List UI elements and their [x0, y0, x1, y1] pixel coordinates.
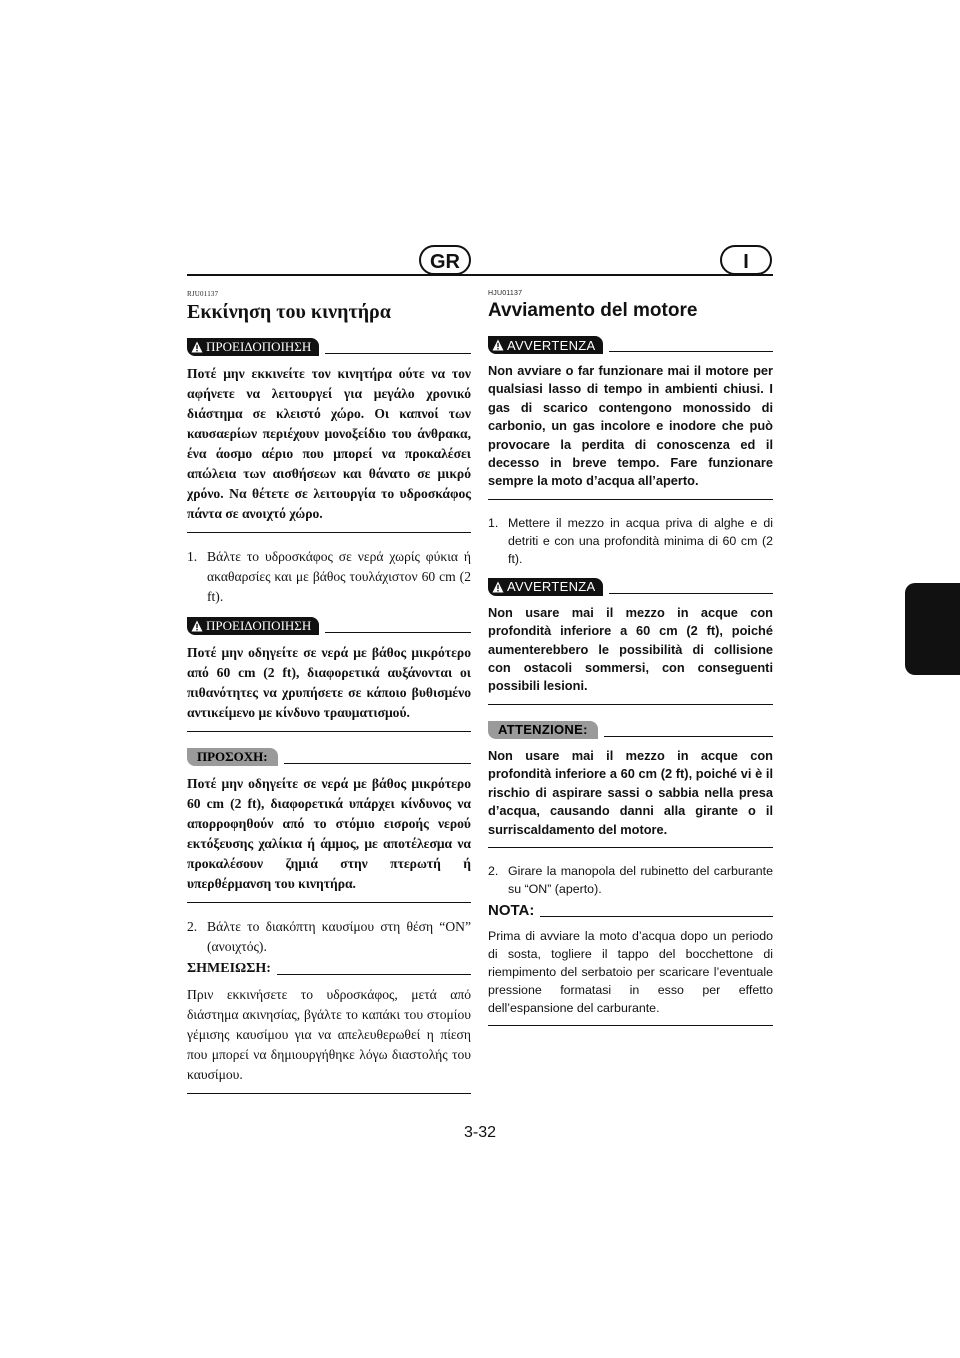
- warning-label: [488, 578, 603, 596]
- step-text: Βάλτε το διακόπτη καυσίμου στη θέση “ON” (ανοιχτός).: [207, 919, 471, 954]
- warning-label: [187, 617, 319, 635]
- section-title: Avviamento del motore: [488, 300, 698, 321]
- warning-end-rule: [187, 532, 471, 533]
- section-code: RJU01137: [187, 290, 219, 298]
- caution-label: ATTENZIONE:: [488, 721, 598, 739]
- step-number: 2.: [488, 863, 499, 878]
- warning-header: [187, 617, 471, 635]
- caution-header: [488, 721, 773, 739]
- step-number: 1.: [488, 515, 499, 530]
- language-code-it: I: [743, 251, 749, 273]
- warning-triangle-icon: [191, 341, 203, 353]
- warning-label-text: AVVERTENZA: [507, 579, 596, 595]
- note-end-rule: [488, 1025, 773, 1026]
- caution-label: ΠΡΟΣΟΧΗ:: [187, 748, 278, 766]
- italian-column: [488, 290, 773, 1026]
- step-item: [187, 547, 471, 607]
- warning-label-text: ΠΡΟΕΙΔΟΠΟΙΗΣΗ: [206, 618, 312, 633]
- language-badge-it: [720, 245, 772, 275]
- section-title: Εκκίνηση του κινητήρα: [187, 301, 391, 323]
- caution-text: Ποτέ μην οδηγείτε σε νερά με βάθος μικρότερο 60 cm (2 ft), διαφορετικά υπάρχει κίνδυνος να απορροφηθούν από το στόμιο εισροής νερού εκτόξευσης χαλίκια ή άμμος, με αποτέλεσμα να προκαλέσουν ζημιά στην πτερωτή ή υπερθέρμανση του κινητήρα.: [187, 776, 471, 891]
- warning-triangle-icon: [492, 581, 504, 593]
- greek-column: [187, 290, 471, 1094]
- note-label: NOTA:: [488, 901, 535, 919]
- language-code-gr: GR: [430, 251, 460, 273]
- note-label: ΣΗΜΕΙΩΣΗ:: [187, 961, 271, 976]
- warning-label-text: AVVERTENZA: [507, 337, 596, 353]
- warning-header: [488, 578, 773, 596]
- header-rule: [187, 274, 773, 276]
- warning-label: [488, 336, 603, 354]
- warning-text: Non avviare o far funzionare mai il motore per qualsiasi lasso di tempo in ambienti chiusi. I gas di scarico contengono monossido di carbonio, un gas incolore e inodore che può provocare la perdita di conoscenza ed il decesso in breve tempo. Fare funzionare sempre la moto d’acqua all’aperto.: [488, 363, 773, 489]
- caution-header: [187, 748, 471, 766]
- step-text: Mettere il mezzo in acqua priva di alghe e di detriti e con una profondità minima di 60 cm (2 ft).: [508, 515, 773, 566]
- chapter-tab: [905, 583, 960, 675]
- warning-text: Ποτέ μην οδηγείτε σε νερά με βάθος μικρότερο από 60 cm (2 ft), διαφορετικά αυξάνονται οι πιθανότητες να χρυπήσετε σε κάποιο βυθισμένο αντικείμενο με κίνδυνο τραυματισμού.: [187, 645, 471, 720]
- warning-triangle-icon: [492, 339, 504, 351]
- step-item: [187, 917, 471, 957]
- page-number: 3-32: [463, 1124, 497, 1141]
- step-item: [488, 862, 773, 898]
- warning-triangle-icon: [191, 620, 203, 632]
- step-text: Girare la manopola del rubinetto del carburante su “ON” (aperto).: [508, 863, 773, 896]
- note-header: [187, 961, 471, 977]
- language-badge-gr: [419, 245, 471, 275]
- caution-text: Non usare mai il mezzo in acque con profondità inferiore a 60 cm (2 ft), poiché vi è il rischio di aspirare sassi o sabbia nella presa d’acqua, causando danni alla girante o il surriscaldamento del motore.: [488, 747, 773, 837]
- step-item: [488, 514, 773, 568]
- warning-text: Non usare mai il mezzo in acque con profondità inferiore a 60 cm (2 ft), poiché aumenterebbero le possibilità di collisione con ostacoli sommersi, con conseguenti possibili lesioni.: [488, 604, 773, 694]
- warning-end-rule: [488, 499, 773, 500]
- note-text: Prima di avviare la moto d’acqua dopo un periodo di sosta, togliere il tappo del bocchettone di riempimento del serbatoio per scaricare l’eventuale pressione formatasi in esso per effetto dell’espansione del carburante.: [488, 928, 773, 1015]
- step-text: Βάλτε το υδροσκάφος σε νερά χωρίς φύκια ή ακαθαρσίες και με βάθος τουλάχιστον 60 cm (2 ft).: [207, 549, 471, 604]
- caution-end-rule: [187, 902, 471, 903]
- warning-text: Ποτέ μην εκκινείτε τον κινητήρα ούτε να τον αφήνετε να λειτουργεί για μεγάλο χρονικό διάστημα σε κλειστό χώρο. Οι καπνοί των καυσαερίων περιέχουν μονοξείδιο του άνθρακα, ένα άοσμο αέριο που μπορεί να προκαλέσει απώλεια των αισθήσεων και θάνατο σε μικρό χρόνο. Να θέτετε σε λειτουργία το υδροσκάφος πάντα σε ανοιχτό χώρο.: [187, 366, 471, 521]
- warning-label: [187, 338, 319, 356]
- note-end-rule: [187, 1093, 471, 1094]
- warning-header: [187, 338, 471, 356]
- caution-end-rule: [488, 847, 773, 848]
- warning-header: [488, 336, 773, 354]
- note-header: [488, 902, 773, 919]
- warning-label-text: ΠΡΟΕΙΔΟΠΟΙΗΣΗ: [206, 339, 312, 354]
- note-text: Πριν εκκινήσετε το υδροσκάφος, μετά από διάστημα ακινησίας, βγάλτε το καπάκι του στομίου γέμισης καυσίμου για να απελευθερωθεί η πίεση που μπορεί να δημιουργήθηκε λόγω διαστολής του καυσίμου.: [187, 987, 471, 1082]
- step-number: 1.: [187, 549, 198, 564]
- section-code: HJU01137: [488, 290, 523, 297]
- step-number: 2.: [187, 919, 198, 934]
